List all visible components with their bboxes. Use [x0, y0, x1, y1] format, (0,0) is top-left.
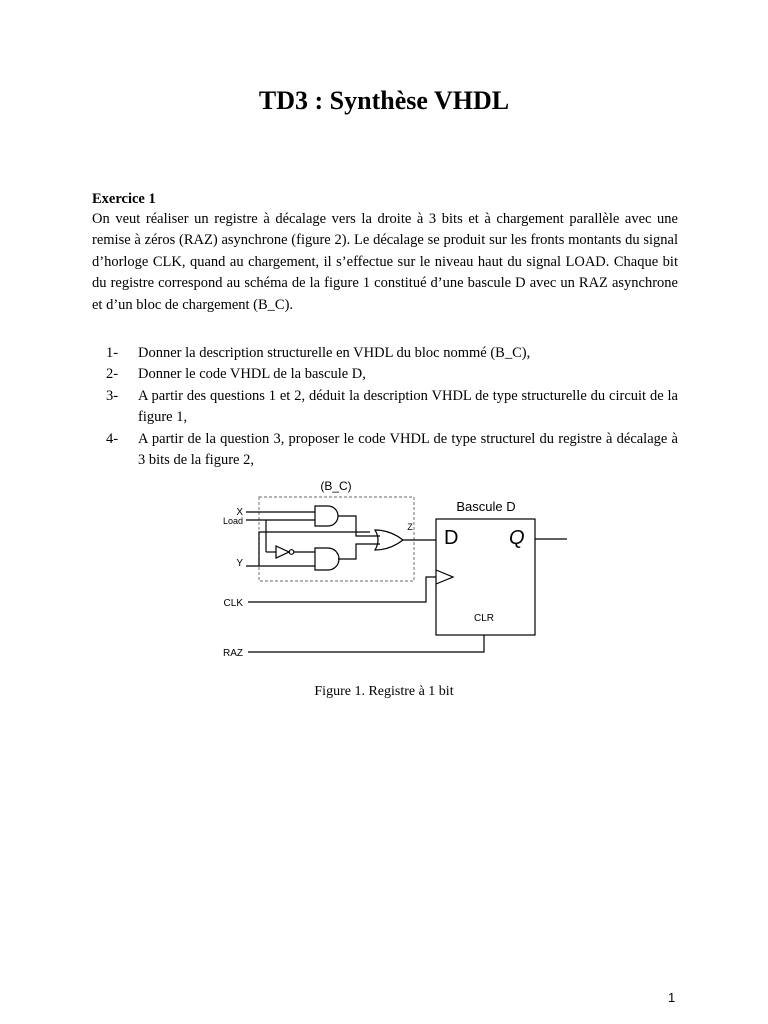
question-text: Donner le code VHDL de la bascule D,	[138, 366, 366, 383]
wire-and1-to-or	[338, 516, 380, 536]
wire-raz	[248, 635, 484, 652]
q-output-label: Q	[509, 527, 525, 549]
signal-z-label: Z	[407, 522, 413, 532]
question-number: 4-	[106, 430, 119, 447]
question-text: A partir des questions 1 et 2, déduit la description VHDL de type structurelle du circuit de la figure 1,	[138, 387, 678, 426]
flipflop-title: Bascule D	[456, 499, 516, 514]
d-input-label: D	[444, 527, 459, 549]
question-number: 1-	[106, 345, 119, 361]
question-item	[92, 343, 678, 364]
question-list	[92, 343, 678, 471]
question-item	[92, 386, 678, 429]
and-gate-1	[315, 506, 338, 526]
signal-load-label: Load	[222, 516, 243, 526]
or-gate	[375, 530, 403, 550]
signal-x-label: X	[236, 507, 243, 518]
question-item	[92, 364, 678, 385]
circuit-diagram	[210, 474, 580, 669]
clr-label: CLR	[473, 613, 495, 624]
page-title: TD3 : Synthèse VHDL	[258, 86, 510, 115]
clock-input-triangle	[436, 570, 453, 584]
bc-block-boundary	[259, 497, 414, 581]
bc-block-label: (B_C)	[320, 479, 352, 493]
question-number: 2-	[106, 366, 119, 383]
exercise-description: On veut réaliser un registre à décalage vers la droite à 3 bits et à chargement parallèle avec une remise à zéros (RAZ) asynchrone (figure 2). Le décalage se produit sur les fronts montants du signal d’horloge CLK, quand au chargement, il s’effectue sur le niveau haut du signal LOAD. Chaque bit du registre correspond au schéma de la figure 1 constitué d’une bascule D avec un RAZ asynchrone et d’un bloc de chargement (B_C).	[92, 211, 678, 313]
and-gate-2	[315, 548, 339, 570]
page-number: 1	[668, 990, 676, 1005]
signal-y-label: Y	[236, 558, 243, 569]
question-item	[92, 429, 678, 472]
question-text: A partir de la question 3, proposer le code VHDL de type structurel du registre à décalage à 3 bits de la figure 2,	[138, 430, 678, 469]
wire-and2-to-or	[338, 544, 380, 559]
signal-raz-label: RAZ	[223, 648, 243, 659]
signal-clk-label: CLK	[223, 598, 243, 609]
question-text: Donner la description structurelle en VHDL du bloc nommé (B_C),	[138, 345, 531, 361]
not-gate	[276, 546, 289, 558]
question-number: 3-	[106, 387, 119, 404]
exercise-heading: Exercice 1	[92, 191, 156, 207]
figure-caption: Figure 1. Registre à 1 bit	[314, 684, 454, 699]
